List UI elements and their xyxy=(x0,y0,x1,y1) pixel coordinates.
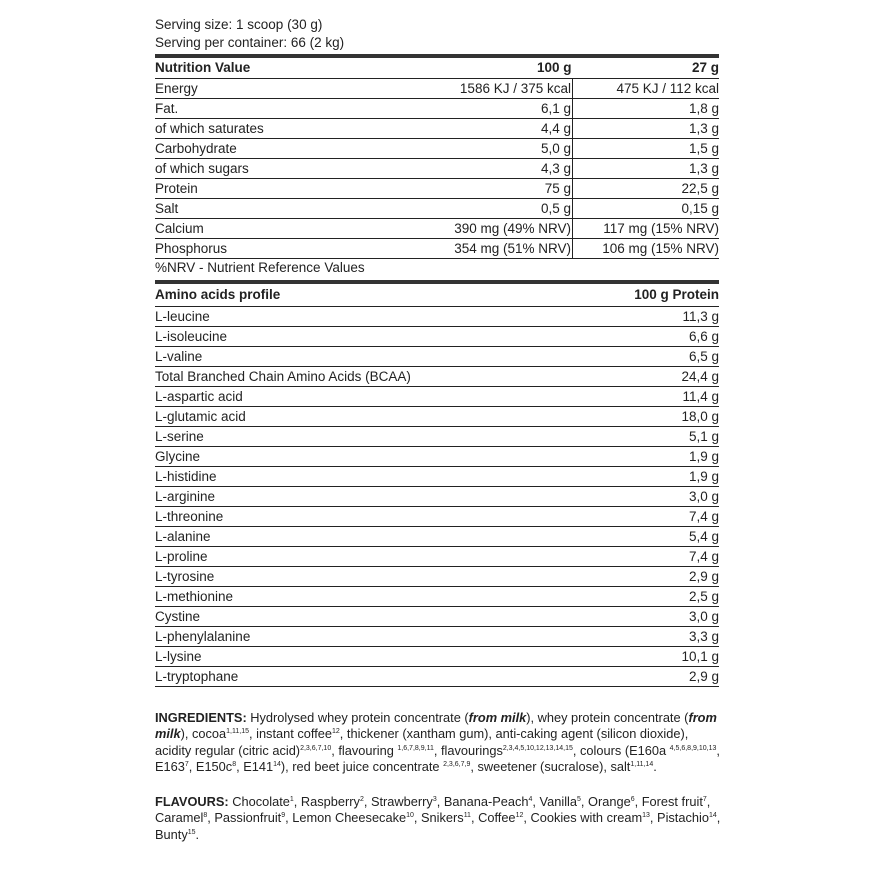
nutrition-row xyxy=(155,239,719,259)
text-span: , Caramel xyxy=(155,794,711,826)
amino-cell: 1,9 g xyxy=(625,447,719,467)
amino-cell: 2,5 g xyxy=(625,587,719,607)
text-span: , Bunty xyxy=(155,810,721,842)
footnote-ref: 4,5,6,8,9,10,13 xyxy=(669,744,717,752)
nutrition-cell: Calcium xyxy=(155,219,401,239)
amino-cell: 2,9 g xyxy=(625,667,719,687)
amino-cell: 6,6 g xyxy=(625,327,719,347)
nutrition-cell: Salt xyxy=(155,199,401,219)
footnote-ref: 8 xyxy=(203,812,208,820)
amino-row xyxy=(155,627,719,647)
footnote-ref: 15 xyxy=(187,828,196,836)
nutrition-cell: 75 g xyxy=(401,179,573,199)
amino-cell: 24,4 g xyxy=(625,367,719,387)
header-cell: 100 g xyxy=(536,60,572,75)
amino-cell: L-alanine xyxy=(155,527,625,547)
nutrition-cell: 1586 KJ / 375 kcal xyxy=(401,79,573,99)
nutrition-cell: 1,8 g xyxy=(573,99,720,119)
amino-cell: 3,0 g xyxy=(625,487,719,507)
text-span: . xyxy=(195,826,200,842)
amino-row xyxy=(155,587,719,607)
footnote-ref: 11 xyxy=(463,812,471,820)
nutrition-row xyxy=(155,139,719,159)
text-span: , Banana-Peach xyxy=(436,794,529,810)
amino-cell: L-phenylalanine xyxy=(155,627,625,647)
footnote-ref: 2,3,6,7,10 xyxy=(300,744,332,752)
text-span: , thickener (xantham gum), anti-caking agent (silicon dioxide), acidity regular (citric acid) xyxy=(155,726,689,758)
amino-cell: L-glutamic acid xyxy=(155,407,625,427)
amino-cell: 5,4 g xyxy=(625,527,719,547)
text-span: , Lemon Cheesecake xyxy=(285,810,407,826)
footnote-ref: 14 xyxy=(708,812,717,820)
amino-row xyxy=(155,547,719,567)
footnote-ref: 2 xyxy=(359,796,364,804)
amino-row xyxy=(155,347,719,367)
footnote-ref: 6 xyxy=(630,796,635,804)
text-span: Hydrolysed whey protein concentrate ( xyxy=(246,710,469,725)
footnote-ref: 1 xyxy=(289,796,294,804)
nutrition-row xyxy=(155,79,719,99)
text-span: , E141 xyxy=(236,758,274,774)
amino-cell: 3,0 g xyxy=(625,607,719,627)
header-cell: Nutrition Value xyxy=(155,60,251,75)
amino-cell: L-aspartic acid xyxy=(155,387,625,407)
serving-per-container: Serving per container: 66 (2 kg) xyxy=(155,35,345,50)
amino-cell: 11,4 g xyxy=(625,387,719,407)
amino-cell: Glycine xyxy=(155,447,625,467)
nutrition-row xyxy=(155,159,719,179)
footnote-ref: 7 xyxy=(184,760,189,768)
amino-row xyxy=(155,467,719,487)
amino-cell: Cystine xyxy=(155,607,625,627)
amino-cell: 7,4 g xyxy=(625,547,719,567)
amino-cell: L-proline xyxy=(155,547,625,567)
text-span: , Coffee xyxy=(470,810,516,826)
footnote-ref: 2,3,4,5,10,12,13,14,15 xyxy=(502,744,573,752)
text-span: , flavourings xyxy=(433,742,503,758)
amino-cell: 10,1 g xyxy=(625,647,719,667)
footnote-ref: 2,3,6,7,9 xyxy=(443,760,471,768)
flavours-label: FLAVOURS: xyxy=(155,794,229,810)
amino-cell: 1,9 g xyxy=(625,467,719,487)
nutrition-cell: 106 mg (15% NRV) xyxy=(573,239,720,259)
text-span: ), whey protein concentrate ( xyxy=(526,710,689,725)
footnote-ref: 9 xyxy=(281,812,286,820)
text-span: , Strawberry xyxy=(363,794,433,810)
nutrition-row xyxy=(155,119,719,139)
nutrition-cell: 354 mg (51% NRV) xyxy=(401,239,573,259)
amino-cell: Total Branched Chain Amino Acids (BCAA) xyxy=(155,367,625,387)
nutrition-row xyxy=(155,179,719,199)
footnote-ref: 3 xyxy=(432,796,437,804)
nutrition-cell: of which sugars xyxy=(155,159,401,179)
amino-cell: 6,5 g xyxy=(625,347,719,367)
amino-row xyxy=(155,667,719,687)
nutrition-cell: 1,3 g xyxy=(573,159,720,179)
flavours-text xyxy=(155,794,725,843)
amino-cell: L-serine xyxy=(155,427,625,447)
nutrition-row xyxy=(155,219,719,239)
text-span: ), red beet juice concentrate xyxy=(280,758,444,774)
amino-cell: 2,9 g xyxy=(625,567,719,587)
amino-cell: L-threonine xyxy=(155,507,625,527)
amino-row xyxy=(155,447,719,467)
amino-table xyxy=(155,284,719,687)
text-span: ), cocoa xyxy=(180,726,227,742)
text-span: , E150c xyxy=(188,758,233,774)
nutrition-cell: 390 mg (49% NRV) xyxy=(401,219,573,239)
amino-row xyxy=(155,307,719,327)
footnote-ref: 4 xyxy=(528,796,533,804)
nutrition-cell: 22,5 g xyxy=(573,179,720,199)
nutrition-cell: 117 mg (15% NRV) xyxy=(573,219,720,239)
amino-cell: L-histidine xyxy=(155,467,625,487)
nutrition-cell: Energy xyxy=(155,79,401,99)
text-span: , Raspberry xyxy=(293,794,360,810)
nutrition-label xyxy=(155,16,719,843)
header-cell: 100 g Protein xyxy=(634,287,719,302)
nutrition-cell: 4,4 g xyxy=(401,119,573,139)
nutrition-cell: 6,1 g xyxy=(401,99,573,119)
amino-row xyxy=(155,507,719,527)
text-span: , instant coffee xyxy=(248,726,332,742)
ingredients-text xyxy=(155,710,725,775)
text-span: , Orange xyxy=(580,794,631,810)
amino-row xyxy=(155,487,719,507)
footnote-ref: 8 xyxy=(232,760,237,768)
amino-cell: L-leucine xyxy=(155,307,625,327)
amino-row xyxy=(155,407,719,427)
header-cell: Amino acids profile xyxy=(155,287,281,302)
amino-cell: L-lysine xyxy=(155,647,625,667)
nutrition-table xyxy=(155,58,719,258)
amino-cell: L-valine xyxy=(155,347,625,367)
amino-cell: 5,1 g xyxy=(625,427,719,447)
nutrition-cell: 475 KJ / 112 kcal xyxy=(573,79,720,99)
footnote-ref: 1,6,7,8,9,11 xyxy=(397,744,434,752)
footnote-ref: 10 xyxy=(406,812,414,820)
nutrition-cell: of which saturates xyxy=(155,119,401,139)
nutrition-row xyxy=(155,99,719,119)
text-span: , Cookies with cream xyxy=(523,810,643,826)
nutrition-cell: 0,15 g xyxy=(573,199,720,219)
nutrition-cell: 0,5 g xyxy=(401,199,573,219)
amino-cell: L-arginine xyxy=(155,487,625,507)
nutrition-row xyxy=(155,199,719,219)
amino-cell: 18,0 g xyxy=(625,407,719,427)
amino-row xyxy=(155,427,719,447)
amino-cell: L-tyrosine xyxy=(155,567,625,587)
nutrition-cell: 5,0 g xyxy=(401,139,573,159)
footnote-ref: 7 xyxy=(702,796,707,804)
amino-row xyxy=(155,647,719,667)
amino-cell: L-tryptophane xyxy=(155,667,625,687)
header-cell: 27 g xyxy=(691,60,719,75)
footnote-ref: 13 xyxy=(642,812,650,820)
nrv-note: %NRV - Nutrient Reference Values xyxy=(155,258,719,279)
text-span: from milk xyxy=(155,710,717,742)
text-span: , Snikers xyxy=(413,810,464,826)
nutrition-cell: Fat. xyxy=(155,99,401,119)
text-span: , Passionfruit xyxy=(207,810,282,826)
amino-header xyxy=(155,284,719,307)
footnote-ref: 1,11,14 xyxy=(630,760,654,768)
text-span: Chocolate xyxy=(228,794,290,810)
footnote-ref: 1,11,15 xyxy=(226,728,249,736)
nutrition-header xyxy=(155,58,719,79)
amino-cell: 7,4 g xyxy=(625,507,719,527)
text-span: , flavouring xyxy=(331,742,398,758)
nutrition-cell: 1,3 g xyxy=(573,119,720,139)
ingredients-label: INGREDIENTS: xyxy=(155,710,247,725)
amino-row xyxy=(155,387,719,407)
amino-cell: 11,3 g xyxy=(625,307,719,327)
serving-size: Serving size: 1 scoop (30 g) xyxy=(155,17,323,32)
amino-cell: 3,3 g xyxy=(625,627,719,647)
footnote-ref: 5 xyxy=(577,796,581,804)
text-span: . xyxy=(653,758,657,774)
nutrition-cell: Carbohydrate xyxy=(155,139,401,159)
amino-row xyxy=(155,327,719,347)
nutrition-cell: Protein xyxy=(155,179,401,199)
nutrition-cell: Phosphorus xyxy=(155,239,401,259)
footnote-ref: 12 xyxy=(331,728,340,736)
amino-cell: L-isoleucine xyxy=(155,327,625,347)
text-span: , colours (E160a xyxy=(572,742,670,758)
text-span: , Forest fruit xyxy=(634,794,703,810)
amino-row xyxy=(155,607,719,627)
text-span: , E163 xyxy=(155,742,720,774)
footnote-ref: 14 xyxy=(273,760,281,768)
text-span: , Pistachio xyxy=(649,810,709,826)
amino-row xyxy=(155,527,719,547)
text-span: from milk xyxy=(468,710,527,725)
nutrition-cell: 4,3 g xyxy=(401,159,573,179)
amino-row xyxy=(155,567,719,587)
nutrition-cell: 1,5 g xyxy=(573,139,720,159)
text-span: , sweetener (sucralose), salt xyxy=(470,758,631,774)
text-span: , Vanilla xyxy=(532,794,577,810)
amino-row xyxy=(155,367,719,387)
amino-cell: L-methionine xyxy=(155,587,625,607)
footnote-ref: 12 xyxy=(515,812,524,820)
